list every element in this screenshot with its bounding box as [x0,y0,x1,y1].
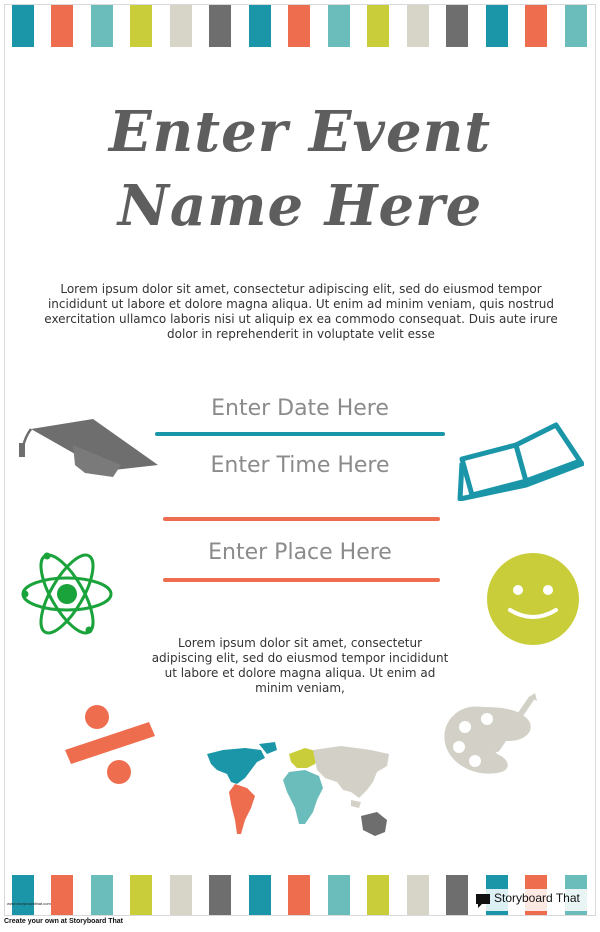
small-watermark: www.storyboardthat.com [7,901,51,906]
stripe [209,875,231,916]
place-bottom-divider [163,578,440,582]
stripe [249,875,271,916]
stripe [565,5,587,47]
intro-paragraph: Lorem ipsum dolor sit amet, consectetur adipiscing elit, sed do eiusmod tempor incididunt ut labore et dolore magna aliqua. Ut enim ad minim veniam, quis nostrud exercitation ullamco laboris nisi ut aliquip ex ea commodo consequat. Duis aute irure dolor in reprehenderit in voluptate velit esse [44,282,558,341]
stripe [446,875,468,916]
stripe [288,875,310,916]
stripe [12,875,34,916]
stripe [486,5,508,47]
stripe [328,875,350,916]
stripe [91,875,113,916]
stripe [367,875,389,916]
stripe [407,875,429,916]
smiley-face-icon [486,552,580,646]
stripe [367,5,389,47]
stripe [407,5,429,47]
stripe [170,875,192,916]
division-sign-icon [63,700,159,792]
paint-palette-icon [439,693,541,779]
world-map-icon [201,742,397,844]
stripe [130,875,152,916]
stripe [288,5,310,47]
stripe [249,5,271,47]
footer-credit[interactable]: Create your own at Storyboard That [4,918,124,925]
stripe [525,5,547,47]
storyboard-logo-text[interactable]: Storyboard That [494,891,580,905]
date-divider [155,432,445,436]
stripe [130,5,152,47]
event-title-line2: Name Here [117,173,483,239]
stripe [170,5,192,47]
date-field[interactable]: Enter Date Here [211,396,389,421]
time-field[interactable]: Enter Time Here [210,453,390,478]
details-paragraph: Lorem ipsum dolor sit amet, consectetur adipiscing elit, sed do eiusmod tempor incididunt ut labore et dolore magna aliqua. Ut enim ad minim veniam, [151,636,449,695]
open-book-icon [456,419,584,501]
stripe [51,5,73,47]
atom-icon [17,544,117,644]
place-top-divider [163,517,440,521]
graduation-cap-icon [13,415,158,480]
stripe [12,5,34,47]
stripe [209,5,231,47]
event-title-line1: Enter Event [108,99,492,165]
place-field[interactable]: Enter Place Here [208,540,392,565]
event-poster [4,4,596,916]
stripe [328,5,350,47]
stripe [51,875,73,916]
stripe [91,5,113,47]
stripe [446,5,468,47]
top-stripe-border [5,5,595,47]
